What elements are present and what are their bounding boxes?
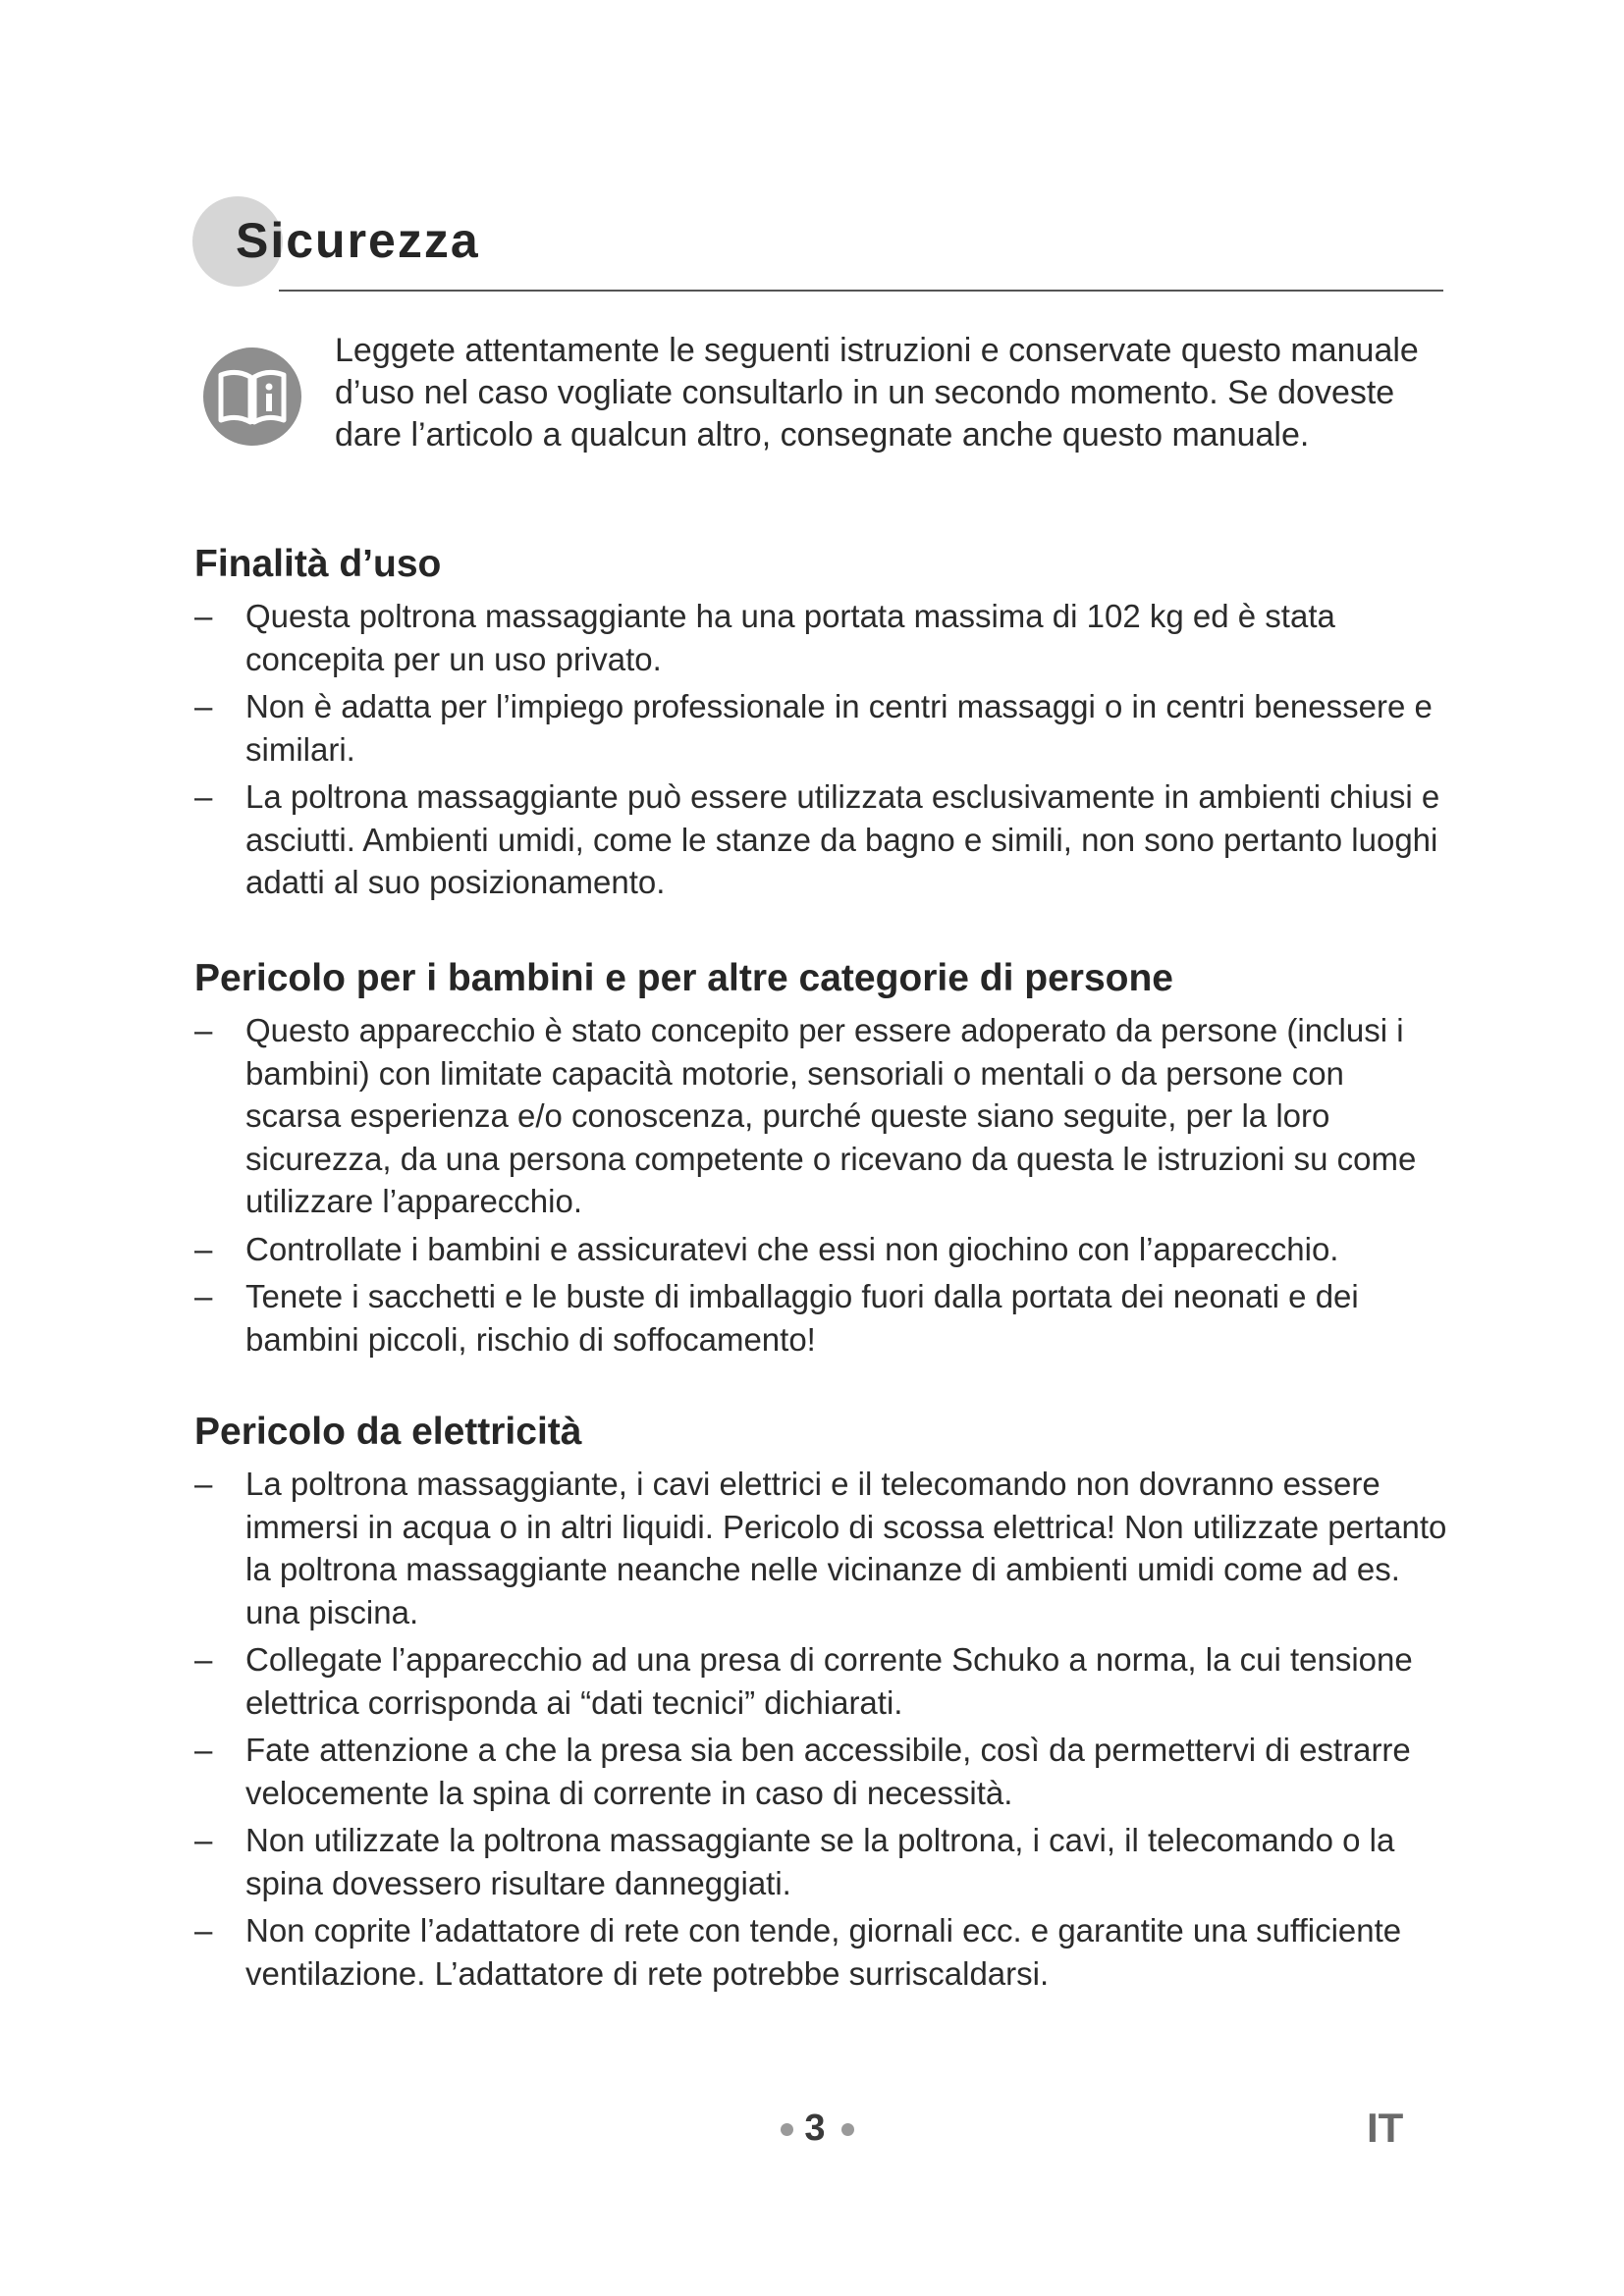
section-header: [192, 192, 1443, 291]
list-item: – La poltrona massaggiante può essere utilizzata esclusivamente in ambienti chiusi e asciutti. Ambienti umidi, come le stanze da bagno e simili, non sono pertanto luoghi adatti al suo posizionamento.: [194, 778, 1440, 900]
list-item: – Questa poltrona massaggiante ha una portata massima di 102 kg ed è stata concepita per un uso privato.: [194, 598, 1335, 677]
list-item: – Non utilizzate la poltrona massaggiante se la poltrona, i cavi, il telecomando o la spina dovessero risultare danneggiati.: [194, 1822, 1395, 1901]
book-info-icon: [201, 346, 303, 448]
list-item: – Controllate i bambini e assicuratevi che essi non giochino con l’apparecchio.: [194, 1230, 1339, 1267]
section-list: [194, 1463, 1447, 1995]
list-item-text: Fate attenzione a che la presa sia ben accessibile, così da permettervi di estrarre velocemente la spina di corrente in caso di necessità.: [245, 1732, 1411, 1811]
section-pericolo-bambini: [194, 956, 1447, 1365]
section-heading: Pericolo da elettricità: [194, 1411, 582, 1453]
list-item-text: Questo apparecchio è stato concepito per essere adoperato da persone (inclusi i bambini) con limitate capacità motorie, sensoriali o mentali o da persone con scarsa esperienza e/o conoscenza, purché queste siano seguite, per la loro sicurezza, da una persona competente o ricevano da questa le istruzioni su come utilizzare l’apparecchio.: [245, 1012, 1417, 1219]
list-item-text: Non coprite l’adattatore di rete con tende, giornali ecc. e garantite una sufficiente ventilazione. L’adattatore di rete potrebbe surriscaldarsi.: [245, 1912, 1402, 1992]
list-item-text: La poltrona massaggiante può essere utilizzata esclusivamente in ambienti chiusi e asciutti. Ambienti umidi, come le stanze da bagno e simili, non sono pertanto luoghi adatti al suo posizionamento.: [245, 778, 1440, 900]
list-item: – Questo apparecchio è stato concepito per essere adoperato da persone (inclusi i bambini) con limitate capacità motorie, sensoriali o mentali o da persone con scarsa esperienza e/o conoscenza, purché queste siano seguite, per la loro sicurezza, da una persona competente o ricevano da questa le istruzioni su come utilizzare l’apparecchio.: [194, 1012, 1417, 1219]
section-heading: Pericolo per i bambini e per altre categorie di persone: [194, 957, 1173, 999]
page-number: 3: [804, 2108, 826, 2149]
page-title: Sicurezza: [236, 213, 480, 268]
intro-text: Leggete attentamente le seguenti istruzioni e conservate questo manuale d’uso nel caso vogliate consultarlo in un secondo momento. Se doveste dare l’articolo a qualcun altro, consegnate anche questo manuale.: [335, 332, 1419, 454]
header-divider: [279, 290, 1443, 292]
page-number-dot-right: [841, 2123, 854, 2136]
list-item-text: Collegate l’apparecchio ad una presa di corrente Schuko a norma, la cui tensione elettrica corrisponda ai “dati tecnici” dichiarati.: [245, 1641, 1413, 1721]
section-pericolo-elettricita: [194, 1410, 1447, 2000]
list-item-text: Controllate i bambini e assicuratevi che essi non giochino con l’apparecchio.: [245, 1230, 1339, 1267]
list-item-text: Questa poltrona massaggiante ha una portata massima di 102 kg ed è stata concepita per un uso privato.: [245, 598, 1335, 677]
section-list: [194, 595, 1447, 904]
list-item: – Non coprite l’adattatore di rete con tende, giornali ecc. e garantite una sufficiente ventilazione. L’adattatore di rete potrebbe surriscaldarsi.: [194, 1912, 1402, 1992]
list-item-text: La poltrona massaggiante, i cavi elettrici e il telecomando non dovranno essere immersi in acqua o in altri liquidi. Pericolo di scossa elettrica! Non utilizzate pertanto la poltrona massaggiante neanche nelle vicinanze di ambienti umidi come ad es. una piscina.: [245, 1466, 1447, 1630]
list-item: – Fate attenzione a che la presa sia ben accessibile, così da permettervi di estrarre velocemente la spina di corrente in caso di necessità.: [194, 1732, 1411, 1811]
list-item: – Non è adatta per l’impiego professionale in centri massaggi o in centri benessere e similari.: [194, 688, 1433, 768]
section-finalita: [194, 542, 1447, 909]
section-heading: Finalità d’uso: [194, 543, 442, 585]
section-list: [194, 1009, 1447, 1361]
list-item: – Tenete i sacchetti e le buste di imballaggio fuori dalla portata dei neonati e dei bambini piccoli, rischio di soffocamento!: [194, 1278, 1359, 1358]
list-item: – La poltrona massaggiante, i cavi elettrici e il telecomando non dovranno essere immersi in acqua o in altri liquidi. Pericolo di scossa elettrica! Non utilizzate pertanto la poltrona massaggiante neanche nelle vicinanze di ambienti umidi come ad es. una piscina.: [194, 1466, 1447, 1630]
list-item: – Collegate l’apparecchio ad una presa di corrente Schuko a norma, la cui tensione elettrica corrisponda ai “dati tecnici” dichiarati.: [194, 1641, 1413, 1721]
list-item-text: Non utilizzate la poltrona massaggiante se la poltrona, i cavi, il telecomando o la spina dovessero risultare danneggiati.: [245, 1822, 1395, 1901]
list-item-text: Tenete i sacchetti e le buste di imballaggio fuori dalla portata dei neonati e dei bambini piccoli, rischio di soffocamento!: [245, 1278, 1359, 1358]
language-code: IT: [1367, 2105, 1404, 2151]
list-item-text: Non è adatta per l’impiego professionale in centri massaggi o in centri benessere e similari.: [245, 688, 1433, 768]
